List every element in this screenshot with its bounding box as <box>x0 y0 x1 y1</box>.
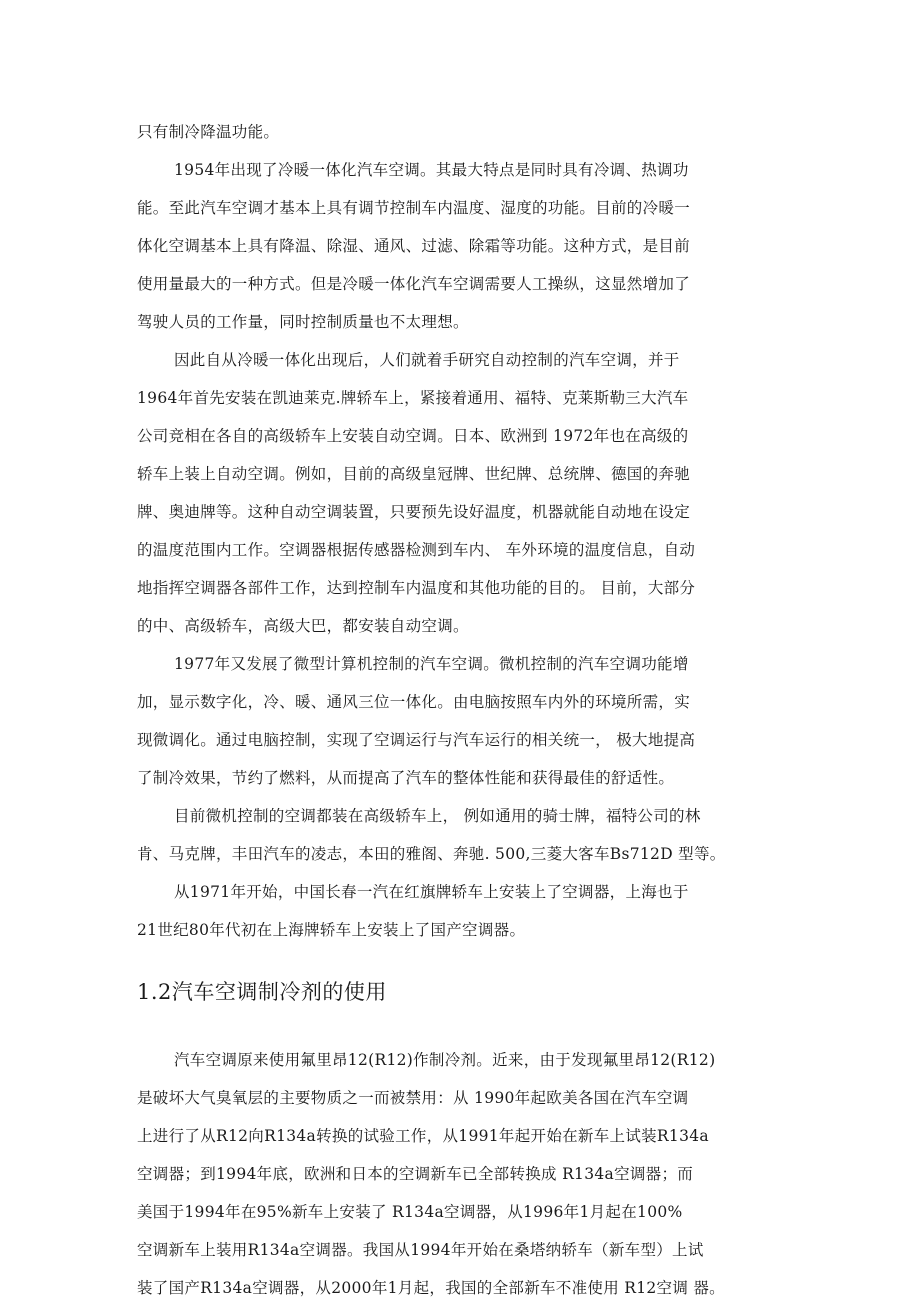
paragraph-line: 牌、奥迪牌等。这种自动空调装置，只要预先设好温度，机器就能自动地在设定 <box>137 503 691 521</box>
paragraph-line: 的温度范围内工作。空调器根据传感器检测到车内、 车外环境的温度信息，自动 <box>137 541 696 559</box>
section-heading: 1.2汽车空调制冷剂的使用 <box>137 980 387 1004</box>
paragraph-line: 轿车上装上自动空调。例如，目前的高级皇冠牌、世纪牌、总统牌、德国的奔驰 <box>137 465 691 483</box>
paragraph-line: 能。至此汽车空调才基本上具有调节控制车内温度、湿度的功能。目前的冷暖一 <box>137 199 691 217</box>
paragraph-line: 公司竞相在各自的高级轿车上安装自动空调。日本、欧洲到 1972年也在高级的 <box>137 427 689 445</box>
paragraph-line: 了制冷效果，节约了燃料，从而提高了汽车的整体性能和获得最佳的舒适性。 <box>137 769 675 787</box>
paragraph-line: 现微调化。通过电脑控制，实现了空调运行与汽车运行的相关统一， 极大地提高 <box>137 731 696 749</box>
paragraph-line: 装了国产R134a空调器，从2000年1月起，我国的全部新车不准使用 R12空调 器。 <box>137 1279 725 1297</box>
paragraph-line: 上进行了从R12向R134a转换的试验工作，从1991年起开始在新车上试装R134a <box>137 1127 709 1145</box>
paragraph-line: 美国于1994年在95%新车上安装了 R134a空调器，从1996年1月起在100% <box>137 1203 683 1221</box>
paragraph-line: 空调新车上装用R134a空调器。我国从1994年开始在桑塔纳轿车（新车型）上试 <box>137 1241 704 1259</box>
paragraph-line: 1964年首先安装在凯迪莱克.牌轿车上，紧接着通用、福特、克莱斯勒三大汽车 <box>137 389 689 407</box>
paragraph-line: 21世纪80年代初在上海牌轿车上安装上了国产空调器。 <box>137 921 526 939</box>
paragraph-line: 加，显示数字化，冷、暖、通风三位一体化。由电脑按照车内外的环境所需，实 <box>137 693 691 711</box>
paragraph-line: 肯、马克牌，丰田汽车的凌志，本田的雅阁、奔驰. 500,三菱大客车Bs712D 型等。 <box>137 845 726 863</box>
paragraph-line: 使用量最大的一种方式。但是冷暖一体化汽车空调需要人工操纵，这显然增加了 <box>137 275 691 293</box>
paragraph-line: 1977年又发展了微型计算机控制的汽车空调。微机控制的汽车空调功能增 <box>174 655 689 673</box>
paragraph-line: 空调器；到1994年底，欧洲和日本的空调新车已全部转换成 R134a空调器；而 <box>137 1165 694 1183</box>
paragraph-line: 目前微机控制的空调都装在高级轿车上， 例如通用的骑士牌，福特公司的林 <box>174 807 701 825</box>
paragraph-line: 只有制冷降温功能。 <box>137 123 280 141</box>
paragraph-line: 驾驶人员的工作量，同时控制质量也不太理想。 <box>137 313 469 331</box>
paragraph-line: 1954年出现了冷暖一体化汽车空调。其最大特点是同时具有冷调、热调功 <box>174 161 689 179</box>
paragraph-line: 从1971年开始，中国长春一汽在红旗牌轿车上安装上了空调器，上海也于 <box>174 883 689 901</box>
paragraph-line: 是破坏大气臭氧层的主要物质之一而被禁用：从 1990年起欧美各国在汽车空调 <box>137 1089 689 1107</box>
paragraph-line: 汽车空调原来使用氟里昂12(R12)作制冷剂。近来，由于发现氟里昂12(R12) <box>174 1051 716 1069</box>
paragraph-line: 的中、高级轿车，高级大巴，都安装自动空调。 <box>137 617 469 635</box>
paragraph-line: 地指挥空调器各部件工作，达到控制车内温度和其他功能的目的。 目前，大部分 <box>137 579 696 597</box>
paragraph-line: 体化空调基本上具有降温、除湿、通风、过滤、除霜等功能。这种方式，是目前 <box>137 237 691 255</box>
paragraph-line: 因此自从冷暖一体化出现后，人们就着手研究自动控制的汽车空调，并于 <box>174 351 680 369</box>
